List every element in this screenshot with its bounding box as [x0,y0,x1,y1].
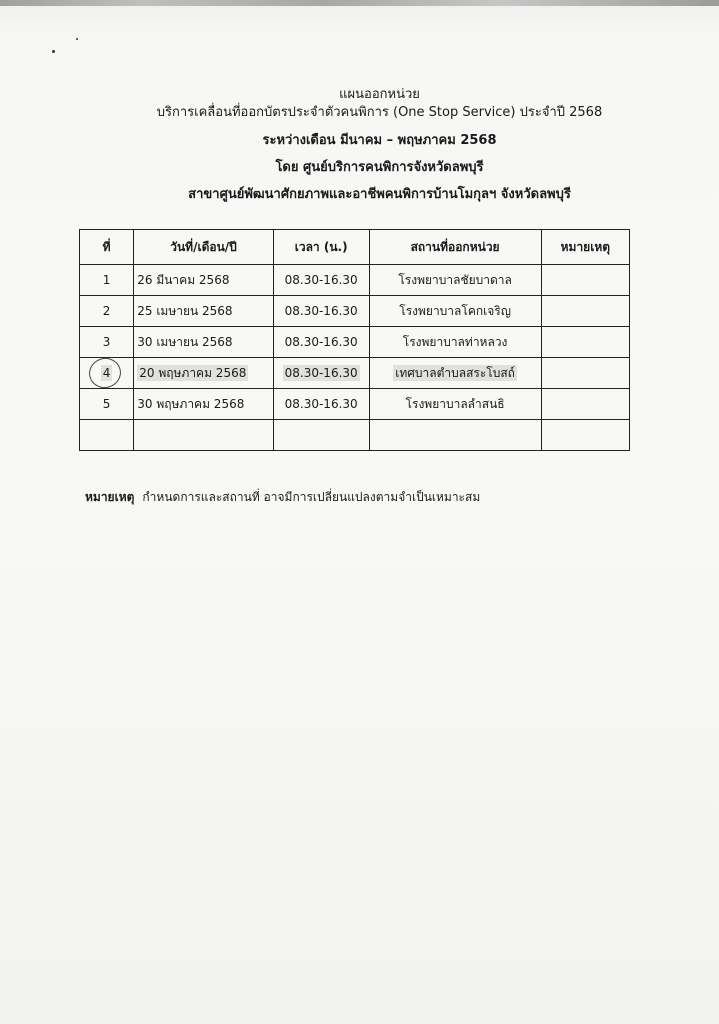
table-row [80,389,630,420]
cell-note [541,327,629,358]
cell-date: 25 เมษายน 2568 [134,296,274,327]
col-header-no: ที่ [80,230,134,265]
scan-speck [52,50,55,53]
highlighted-place: เทศบาลตำบลสระโบสถ์ [395,365,515,380]
cell-no: 3 [80,327,134,358]
cell-place: โรงพยาบาลชัยบาดาล [369,265,541,296]
table-row-empty [80,420,630,451]
cell-no: 1 [80,265,134,296]
doc-organizer: โดย ศูนย์บริการคนพิการจังหวัดลพบุรี [275,160,484,175]
cell-note [541,358,629,389]
cell-date: 30 เมษายน 2568 [134,327,274,358]
cell-empty [541,420,629,451]
schedule-table [79,229,630,451]
cell-time: 08.30-16.30 [273,265,369,296]
cell-empty [273,420,369,451]
table-header-row [80,230,630,265]
remark-text: กำหนดการและสถานที่ อาจมีการเปลี่ยนแปลงตามจำเป็นเหมาะสม [142,490,481,504]
table-row [80,296,630,327]
remark-label: หมายเหตุ [85,490,135,504]
doc-period: ระหว่างเดือน มีนาคม – พฤษภาคม 2568 [262,133,497,148]
cell-place: โรงพยาบาลท่าหลวง [369,327,541,358]
cell-time: 08.30-16.30 [273,389,369,420]
doc-subtitle: บริการเคลื่อนที่ออกบัตรประจำตัวคนพิการ (One Stop Service) ประจำปี 2568 [156,105,603,120]
cell-no: 5 [80,389,134,420]
scan-top-edge [0,0,719,6]
cell-empty [134,420,274,451]
cell-time [273,358,369,389]
table-row-highlighted [80,358,630,389]
cell-place: โรงพยาบาลลำสนธิ [369,389,541,420]
col-header-date: วันที่/เดือน/ปี [134,230,274,265]
cell-no: 2 [80,296,134,327]
doc-branch: สาขาศูนย์พัฒนาศักยภาพและอาชีพคนพิการบ้านโมกุลฯ จังหวัดลพบุรี [188,187,571,202]
cell-empty [80,420,134,451]
col-header-place: สถานที่ออกหน่วย [369,230,541,265]
highlighted-date: 20 พฤษภาคม 2568 [139,365,247,380]
table-row [80,265,630,296]
col-header-note: หมายเหตุ [541,230,629,265]
cell-date: 26 มีนาคม 2568 [134,265,274,296]
cell-time: 08.30-16.30 [273,327,369,358]
cell-date: 30 พฤษภาคม 2568 [134,389,274,420]
circled-number: 4 [102,366,111,380]
remark-note [85,488,480,507]
cell-note [541,296,629,327]
cell-note [541,265,629,296]
col-header-time: เวลา (น.) [273,230,369,265]
highlighted-time: 08.30-16.30 [284,366,358,380]
cell-time: 08.30-16.30 [273,296,369,327]
doc-title: แผนออกหน่วย [339,87,420,102]
cell-empty [369,420,541,451]
cell-date [134,358,274,389]
scan-speck [76,38,78,40]
cell-place [369,358,541,389]
table-row [80,327,630,358]
cell-note [541,389,629,420]
cell-no-circled [80,358,134,389]
cell-place: โรงพยาบาลโคกเจริญ [369,296,541,327]
